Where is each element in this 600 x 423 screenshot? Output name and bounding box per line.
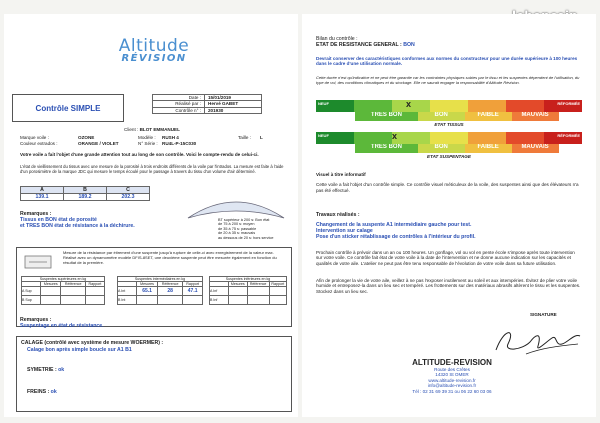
- bilan-para1: Devrait conserver des caractéristiques conformes aux normes du constructeur pour une durée supérieure à 100 heures dans le cadre d'une utilisation normale.: [316, 56, 578, 67]
- modele-value: RUSH 4: [162, 135, 179, 140]
- porosity-legend: [218, 218, 274, 240]
- remarques2-text: Suspentage en état de résistance.: [20, 323, 104, 329]
- gauge-word: MAUVAIS: [512, 144, 559, 153]
- right-page: [302, 14, 596, 417]
- taille-label: Taille :: [238, 135, 252, 140]
- row-label: A Int: [118, 287, 137, 296]
- couleur-label: Couleur extrados :: [20, 141, 58, 146]
- remarques-line: Tissus en BON état de porosité: [20, 217, 97, 223]
- remarques-title: Remarques :: [20, 211, 52, 217]
- company-block: [362, 358, 542, 394]
- gauge-word: MAUVAIS: [512, 112, 559, 121]
- tissue-gauge-caption: ETAT TISSUS: [434, 122, 464, 127]
- col-header: Référence: [61, 282, 85, 287]
- row-label: B Sup: [22, 296, 41, 305]
- col-header: Mesures: [229, 282, 248, 287]
- remarques2-block: [20, 317, 104, 329]
- controle-label: Contrôle n° :: [153, 107, 205, 113]
- a-int-rapport: 47.1: [183, 287, 203, 296]
- marque-label: Marque voile :: [20, 135, 49, 140]
- lines-gauge: [316, 132, 582, 159]
- address-line1: Route des Crêtes: [434, 367, 470, 372]
- group-header: Suspentes supérieures en kg: [22, 277, 105, 282]
- upper-lines-table: [21, 276, 105, 305]
- col-header: Référence: [247, 282, 269, 287]
- legend-line: de 20 à 35 s: mauvais: [218, 231, 256, 236]
- travaux-line: Changement de la suspente A1 intermédiaire gauche pour test.: [316, 222, 472, 228]
- taille-value: L: [260, 135, 263, 140]
- row-label: B Int: [118, 296, 137, 305]
- bilan-label: Bilan du contrôle :: [316, 36, 358, 42]
- remarques-line: et TRES BON état de résistance à la déchirure.: [20, 223, 135, 229]
- row-label: B Inf: [210, 296, 229, 305]
- legend-line: de 35 à 75 s: passable: [218, 226, 257, 231]
- bilan-block: [316, 36, 586, 48]
- client-line: [124, 127, 180, 132]
- couleur-value: ORANGE / VIOLET: [78, 141, 119, 146]
- controle-value: 201930: [205, 107, 262, 113]
- header-info-table: [152, 94, 262, 114]
- gauge-word: FAIBLE: [465, 112, 512, 121]
- gauge-bar: [316, 100, 582, 112]
- phone-line: Tél : 02 31 69 39 31 ou 06 22 60 03 06: [412, 388, 492, 394]
- company-name: ALTITUDE-REVISION: [412, 358, 492, 367]
- visual-title: Visuel à titre informatif: [316, 172, 366, 177]
- lines-gauge-caption: ETAT SUSPENTAGE: [427, 154, 471, 159]
- prochain-text: Prochain contrôle à prévoir dans un an ou 100 heures. Un gonflage, vol ou vol en pente école s'impose après toute intervention sur votre voile. Ce contrôle fait état de votre voile à la date de l'intervention et ne donne aucune indication sur les capacités et qualités de votre aile. L'atelier ne peut pas être tenu responsable de l'évolution de votre voile dans sa future utilisation.: [316, 250, 575, 266]
- date-value: 15/01/2019: [205, 95, 262, 101]
- col-header: Référence: [158, 282, 183, 287]
- gauge-reforme-label: RÉFORMÉE: [557, 101, 580, 106]
- etat-label: ETAT DE RESISTANCE GENERAL :: [316, 42, 402, 48]
- client-value: BLOT EMMANUEL: [139, 127, 180, 132]
- intro-text: Votre voile a fait l'objet d'une grande attention tout au long de son contrôle. Voici le compte-rendu de celui-ci.: [20, 152, 259, 157]
- gauge-bar: [316, 132, 582, 144]
- porosity-text: L'état de vieillissement du tissus avec une mesure de la porosité à trois endroits différents de la voile par l'intrados. La mesure est faite à l'aide d'un porosimètre de la marque JDC qui mesure le temps écoulé pour le passage à travers du tissu d'un volume d'air déterminé.: [20, 164, 284, 174]
- col-a-header: A: [21, 187, 64, 194]
- lines-marker: x: [392, 131, 398, 141]
- tissue-marker: x: [406, 99, 412, 109]
- symetrie-label: SYMETRIE :: [27, 367, 57, 373]
- remarques2-title: Remarques :: [20, 317, 52, 323]
- travaux-line: Pose d'un sticker rétablissage de contrôles à l'intérieur du profil.: [316, 234, 476, 240]
- travaux-line: Intervention sur calage: [316, 228, 373, 234]
- gauge-neuf-label: NEUF: [318, 133, 329, 138]
- serie-value: RU4L-P-15C030: [162, 141, 197, 146]
- col-header: Rapport: [85, 282, 104, 287]
- left-page: [4, 14, 298, 417]
- calage-title: CALAGE (contrôlé avec système de mesure WOERMER) :: [21, 340, 164, 346]
- col-header: Rapport: [269, 282, 286, 287]
- col-header: Rapport: [183, 282, 203, 287]
- col-header: Mesures: [137, 282, 158, 287]
- group-header: Suspentes intermédiaires en kg: [118, 277, 203, 282]
- lower-lines-table: [209, 276, 287, 305]
- gauge-words: [316, 112, 582, 121]
- serie-label: N° Série :: [138, 141, 158, 146]
- gauge-word: FAIBLE: [465, 144, 512, 153]
- conseil-text: Afin de prolonger la vie de votre aile, veillez à ne pas l'exposer inutilement au soleil et aux intempéries. Évitez de plier votre voile humide et entreposez-la dans un lieu sec et tempéré. Les frottements sur des matériaux abrasifs altèrent le tissu et les suspentes. Stockez dans un lieu sec.: [316, 278, 581, 294]
- freins-label: FREINS :: [27, 389, 50, 395]
- col-header: Mesures: [41, 282, 61, 287]
- logo-bottom-text: RÉVISION: [121, 53, 187, 64]
- row-label: A Inf: [210, 287, 229, 296]
- visual-block: [316, 172, 582, 193]
- gauge-word: TRES BON: [355, 112, 418, 121]
- col-b-header: B: [64, 187, 107, 194]
- calage-section: [16, 336, 292, 412]
- a-int-mesure: 65.1: [137, 287, 158, 296]
- row-label: A Sup: [22, 287, 41, 296]
- client-label: Client :: [124, 127, 139, 132]
- resistance-text: Mesure de la résistance par étirement d'une suspente jusqu'à rupture de celle-ci avec enregistrement de la valeur max. Réalisé avec un dynamomètre modèle DFIS-8SET, une deuxième suspente peut être mesurée également en fonction du résultat de la première.: [63, 250, 277, 265]
- resistance-section: [16, 247, 292, 327]
- remarques-block: [20, 211, 135, 229]
- gauge-word: BON: [418, 112, 465, 121]
- dynamometer-icon: [23, 252, 53, 272]
- gauge-neuf-label: NEUF: [318, 101, 329, 106]
- middle-lines-table: [117, 276, 203, 305]
- symetrie-value: ok: [58, 367, 65, 373]
- gauge-word: TRES BON: [355, 144, 418, 153]
- realise-label: Réalisé par :: [153, 101, 205, 107]
- website-link[interactable]: www.altitude-revision.fr: [428, 377, 476, 383]
- col-c-header: C: [107, 187, 150, 194]
- gauge-words: [316, 144, 582, 153]
- a-int-reference: 28: [158, 287, 183, 296]
- handwritten-signature: [486, 320, 586, 360]
- col-b-value: 189.2: [64, 194, 107, 201]
- porosity-table: [20, 186, 150, 201]
- group-header: Suspentes inférieures en kg: [210, 277, 287, 282]
- col-a-value: 139.1: [21, 194, 64, 201]
- logo-top-text: Altitude: [118, 36, 190, 56]
- page-title: Contrôle SIMPLE: [35, 103, 101, 113]
- calage-text: Calage bon après simple boucle sur A1 B1: [27, 347, 132, 353]
- legend-line: de 75 à 200 s: moyen: [218, 222, 255, 227]
- legend-line: au dessous de 20 s: hors service: [218, 235, 274, 240]
- wing-info: [20, 135, 290, 147]
- modele-label: Modèle :: [138, 135, 156, 140]
- date-label: Date :: [153, 95, 205, 101]
- bilan-para2: Cette durée n'est qu'indicative et ne peut être garantie car les contraintes physiques subies par le tissu et les suspentes dépendent de l'utilisation, du type de vol, des conditions climatiques et du stockage. Elle ne saurait engager la responsabilité d'Altitude Révision.: [316, 75, 580, 85]
- title-box: [12, 94, 124, 122]
- legend-line: BT supérieur à 200 s: Bon état: [218, 218, 270, 222]
- address-line2: 14320 St OMER: [435, 372, 469, 378]
- travaux-title: Travaux réalisés :: [316, 212, 360, 218]
- marque-value: OZONE: [78, 135, 95, 140]
- signature-label: SIGNATURE: [530, 312, 557, 317]
- gauge-word: BON: [418, 144, 465, 153]
- travaux-block: [316, 212, 582, 240]
- altitude-logo: [104, 36, 204, 64]
- realise-value: Hervé GABET: [205, 101, 262, 107]
- etat-value: BON: [403, 42, 415, 48]
- col-c-value: 202.3: [107, 194, 150, 201]
- freins-value: ok: [50, 389, 57, 395]
- gauge-reforme-label: RÉFORMÉE: [557, 133, 580, 138]
- tissue-gauge: [316, 100, 582, 127]
- email-link[interactable]: info@altitude-revision.fr: [427, 383, 477, 389]
- visual-text: Cette voile a fait l'objet d'un contrôle simple. Ce contrôle visuel méticuleux de la voile, des suspentes ainsi que des élévateurs n'a pas été effectué.: [316, 182, 579, 193]
